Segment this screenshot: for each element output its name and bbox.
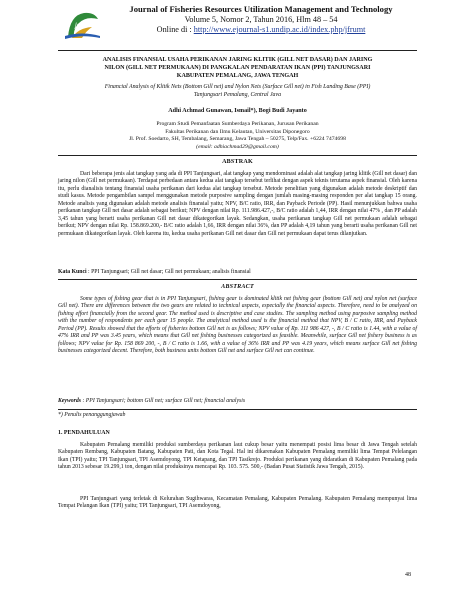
title-line-3: KABUPATEN PEMALANG, JAWA TENGAH (176, 73, 299, 80)
keywords (58, 398, 417, 406)
logo-text: Journal (75, 22, 96, 29)
header-rule (58, 50, 417, 51)
kata-kunci-label: Kata Kunci (58, 269, 87, 275)
abstrak-text: Dari beberapa jenis alat tangkap yang ada di PPI Tanjungsari, alat tangkap yang mendominasi adalah alat tangkap jaring klitik (Gill net dasar) dan jaring nilon (Gill net permukaan). Terdapat perbedaan antara kedua alat tangkap tersebut terlihat dengan aspek teknis terutama aspek finansial. Oleh karena itu, perlu dianalisis tentang finansial usaha perikanan dari kedua alat tangkap tersebut. Metode penelitian yang digunakan adalah metode deskriptif dan studi kasus. Metode pengambilan sampel menggunakan metode purposive sampling dengan jumlah masing-masing responden per alat tangkap 15 orang. Metode analisis yang digunakan adalah metode analisis finansial yaitu; NPV, B/C ratio, IRR, dan Payback Periode (PP). Hasil menunjukkan bahwa usaha perikanan tangkap Gill net dasar adalah sebagai berikut; NPV dengan nilai Rp. 111.986.427,-, B/C ratio adalah 1,44, IRR dengan nilai 47% , dan PP adalah 3,45 tahun yang berarti usaha perikanan Gill net dasar dikategorikan layak. Sedangkan, usaha perikanan tangkap Gill net permukaan adalah sebagai berikut; NPV dengan nilai Rp. 158.869.200,- B/C ratio adalah 1,66, IRR dengan nilai 36%, dan PP adalah 4,19 tahun yang berarti usaha perikanan Gill net permukaan dikategorikan layak. Oleh karena itu, kedua usaha perikanan Gill net dasar dan Gill net permukaan dapat terus dilanjutkan. (58, 171, 417, 237)
corresponding-author-note: *) Penulis penanggungjawab (58, 412, 126, 418)
english-title-line-2: Tanjungsari Pemalang, Central Java (193, 92, 282, 98)
abstract-text: Some types of fishing gear that is in PPI Tanjungsari, fishing gear is dominated klitik net fishing gear (bottom Gill net) and nylon net (surface Gill net). There are differences between the two gears are related to technical aspects, especially the financial aspects. Therefore, need to be analyzed on fishing effort financially from the second gear. The method used is descriptive and case studies. The sampling method using purposive sampling method with the number of respondents per each gear 15 people. The analytical method used is the financial method that NPV, B / C ratio, IRR, and Payback Period (PP). Results showed that the efforts of fisheries bottom Gill net is as follows; NPV value of Rp. 111 986 427, -, B / C ratio is 1.44, with a value of 47% IRR and PP was 3.45 years, which means that Gill net fishing businesses categorized as feasible. Meanwhile, surface Gill net fishery business is as follows; NPV value for Rp. 158 869 200, -, B / C ratio is 1.66, with a value of 36% IRR and PP was 4.19 years, which means surface Gill net fishing businesses categorized decent. Therefore, both business units bottom Gill net and surface Gill net can continue. (58, 296, 417, 355)
kata-kunci-text: : PPI Tanjungsari; Gill net dasar; Gill net permukaan; analisis finansial (88, 269, 251, 275)
journal-logo (62, 7, 102, 43)
affiliation-line-3: Jl. Prof. Soedarto, SH, Tembalang, Semarang, Jawa Tengah – 50275, Telp/Fax. +6224 7474698 (129, 136, 346, 143)
journal-info (104, 4, 418, 36)
title-line-2: NILON (GILL NET PERMUKAAN) DI PANGKALAN PENDARATAN IKAN (PPI) TANJUNGSARI (104, 65, 371, 72)
kata-kunci (58, 269, 417, 277)
journal-name: Journal of Fisheries Resources Utilization Management and Technology (129, 4, 393, 14)
author-email: (email: adhiachmad29@gmail.com) (196, 143, 279, 150)
intro-paragraph-1: Kabupaten Pemalang memiliki produksi sumberdaya perikanan laut cukup besar yaitu menempati posisi lima besar di Jawa Tengah setelah Kabupaten Rembang, Kabupaten Batang, Kabupaten Pati, dan Kota Tegal. Hal ini dikarenakan Kabupaten Pemalang memiliki lima Tempat Pelelangan Ikan (TPI) yaitu; TPI Tanjungsari, TPI Asemdoyong, TPI Ketapang, dan TPI Tasikrejo. Produksi perikanan yang didaratkan di Kabupaten Pemalang pada tahun 2013 sebesar 19.299,1 ton, dengan nilai produksinya mencapai Rp. 103. 575. 500,- (Badan Pusat Statistik Jawa Tengah, 2015). (58, 442, 417, 471)
abstrak-heading: ABSTRAK (222, 159, 253, 165)
english-title (58, 83, 417, 99)
journal-header (58, 4, 418, 50)
keywords-label: Keywords (58, 398, 81, 404)
english-title-line-1: Financial Analysis of Klitik Nets (Bottom Gill net) and Nylon Nets (Surface Gill net) in Fish Landing Base (PPI) (104, 84, 371, 90)
title-line-1: ANALISIS FINANSIAL USAHA PERIKANAN JARING KLITIK (GILL NET DASAR) DAN JARING (102, 57, 373, 63)
affiliation-line-1: Program Studi Pemanfaatan Sumberdaya Perikanan, Jurusan Perikanan (156, 121, 319, 127)
keywords-text: : PPI Tanjungsari; bottom Gill net; surface Gill net; financial analysis (82, 398, 246, 404)
keywords-rule (58, 409, 417, 410)
journal-volume: Volume 5, Nomor 2, Tahun 2016, Hlm 48 – 54 (184, 14, 338, 24)
abstrak-rule-top (58, 155, 417, 156)
affiliation-line-2: Fakultas Perikanan dan Ilmu Kelautan, Universitas Diponegoro (165, 128, 310, 135)
abstract-heading: ABSTRACT (221, 284, 254, 290)
page-number: 48 (405, 572, 411, 578)
article-title (58, 56, 417, 80)
online-label: Online di : (156, 25, 192, 34)
abstract-rule-top (58, 279, 417, 280)
journal-online-line (104, 25, 418, 36)
journal-url-link[interactable]: http://www.ejournal-s1.undip.ac.id/index.php/jfrumt (193, 25, 366, 34)
authors: Adhi Achmad Gunawan, Ismail*), Bogi Budi Jayanto (168, 108, 307, 114)
affiliation (58, 121, 417, 151)
section-heading-introduction: 1. PENDAHULUAN (58, 430, 110, 436)
intro-paragraph-2: PPI Tanjungsari yang terletak di Kelurahan Sugihwaras, Kecamatan Pemalang, Kabupaten Pemalang. Kabupaten Pemalang mempunyai lima Tempat Pelangan Ikan (TPI) yaitu; TPI Tanjungsari, TPI Asemdoyong, (58, 496, 417, 510)
